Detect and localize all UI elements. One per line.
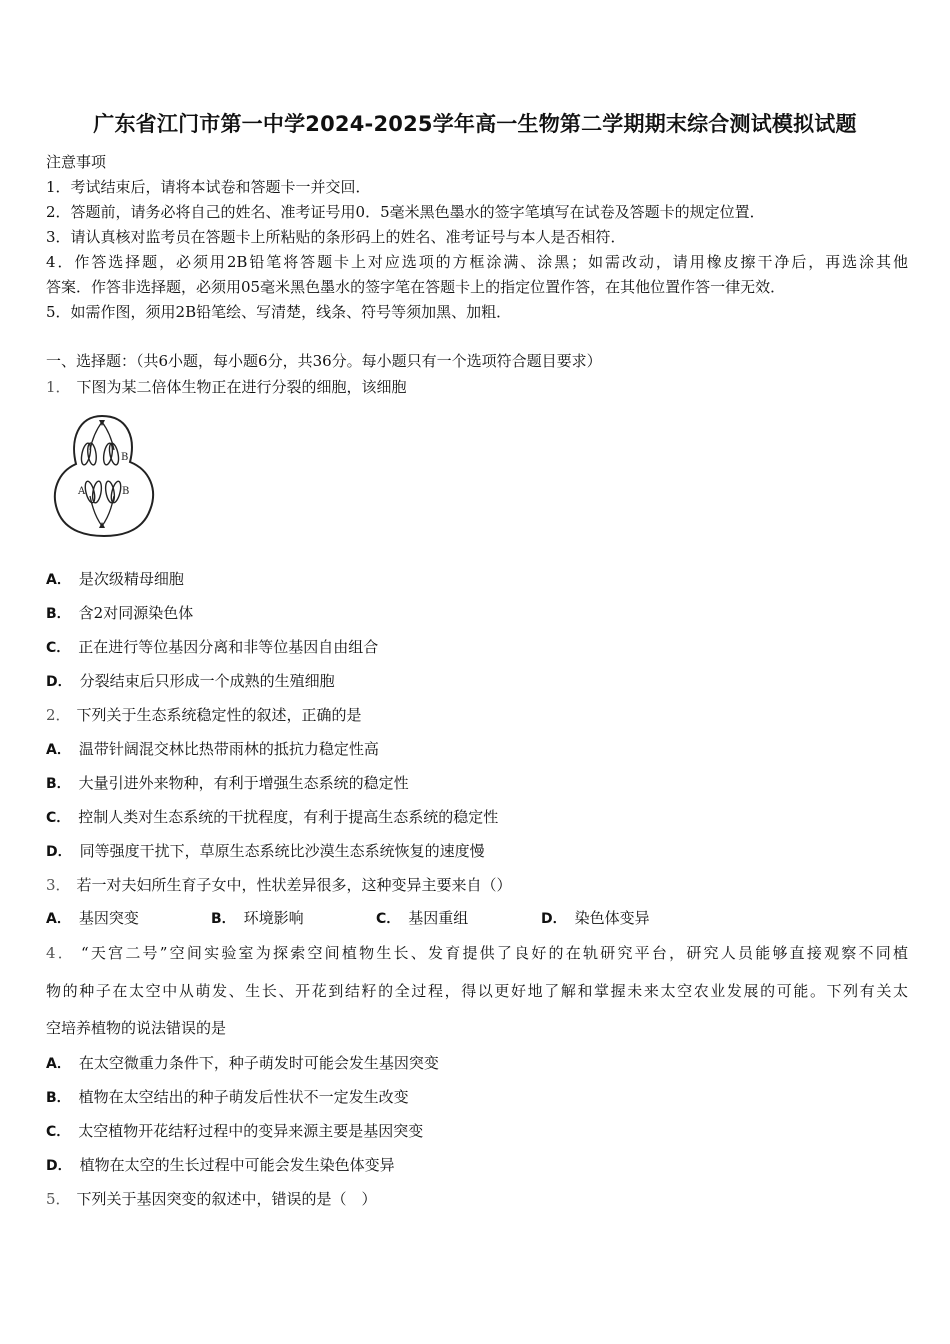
chromosome bbox=[83, 480, 96, 503]
gene-label-b: B bbox=[122, 486, 130, 497]
question-2-stem bbox=[46, 705, 362, 725]
option-b: B． 大量引进外来物种，有利于增强生态系统的稳定性 bbox=[46, 774, 409, 792]
cell-division-figure bbox=[50, 410, 160, 538]
question-1-stem bbox=[46, 377, 407, 397]
question-text: 下列关于生态系统稳定性的叙述，正确的是 bbox=[76, 706, 362, 724]
question-text: 下图为某二倍体生物正在进行分裂的细胞，该细胞 bbox=[76, 378, 407, 396]
question-3-options bbox=[46, 908, 706, 929]
cell-membrane bbox=[55, 416, 153, 536]
spindle-fiber bbox=[90, 496, 102, 526]
option-b: B． 含2对同源染色体 bbox=[46, 604, 194, 622]
option-c: C． 正在进行等位基因分离和非等位基因自由组合 bbox=[46, 638, 379, 656]
option-a: A． 在太空微重力条件下，种子萌发时可能会发生基因突变 bbox=[46, 1054, 439, 1072]
option-d: D． 分裂结束后只形成一个成熟的生殖细胞 bbox=[46, 672, 335, 690]
question-4-stem-continued: 物的种子在太空中从萌发、生长、开花到结籽的全过程，得以更好地了解和掌握未来太空农业发展的可能。下列有关太 bbox=[46, 982, 908, 1000]
notice-item: 1．考试结束后，请将本试卷和答题卡一并交回． bbox=[46, 178, 371, 196]
notice-item: 5．如需作图，须用2B铅笔绘、写清楚，线条、符号等须加黑、加粗． bbox=[46, 303, 512, 321]
notice-item: 2．答题前，请务必将自己的姓名、准考证号用0．5毫米黑色墨水的签字笔填写在试卷及答题卡的规定位置． bbox=[46, 203, 765, 221]
question-text: 下列关于基因突变的叙述中，错误的是（ ） bbox=[76, 1190, 377, 1208]
question-number: 5． bbox=[46, 1190, 71, 1208]
gene-label-a: A bbox=[78, 486, 86, 497]
notice-item: 4．作答选择题，必须用2B铅笔将答题卡上对应选项的方框涂满、涂黑；如需改动，请用橡皮擦干净后，再选涂其他 bbox=[46, 253, 908, 271]
option-a: A． 是次级精母细胞 bbox=[46, 570, 184, 588]
page-title: 广东省江门市第一中学2024-2025学年高一生物第二学期期末综合测试模拟试题 bbox=[93, 112, 857, 136]
chromosome bbox=[87, 443, 98, 466]
chromosome bbox=[91, 480, 103, 503]
question-number: 1． bbox=[46, 378, 71, 396]
question-5-stem bbox=[46, 1189, 377, 1209]
spindle-fiber bbox=[90, 422, 102, 450]
question-4-stem bbox=[46, 943, 908, 963]
question-number: 2． bbox=[46, 706, 71, 724]
notice-item: 3．请认真核对监考员在答题卡上所粘贴的条形码上的姓名、准考证号与本人是否相符． bbox=[46, 228, 626, 246]
option-c: C． 太空植物开花结籽过程中的变异来源主要是基因突变 bbox=[46, 1122, 424, 1140]
option-b: B． 植物在太空结出的种子萌发后性状不一定发生改变 bbox=[46, 1088, 409, 1106]
question-text: “天宫二号”空间实验室为探索空间植物生长、发育提供了良好的在轨研究平台，研究人员能够直接观察不同植 bbox=[81, 944, 909, 962]
notice-heading: 注意事项 bbox=[46, 153, 107, 171]
cell-diagram bbox=[50, 410, 160, 538]
question-text: 若一对夫妇所生育子女中，性状差异很多，这种变异主要来自（） bbox=[76, 876, 512, 894]
option-d: D． 同等强度干扰下，草原生态系统比沙漠生态系统恢复的速度慢 bbox=[46, 842, 485, 860]
question-3-stem bbox=[46, 875, 512, 895]
option-c: C． 基因重组 bbox=[376, 909, 469, 927]
option-c: C． 控制人类对生态系统的干扰程度，有利于提高生态系统的稳定性 bbox=[46, 808, 499, 826]
option-a: A． 温带针阔混交林比热带雨林的抵抗力稳定性高 bbox=[46, 740, 379, 758]
chromosome bbox=[104, 480, 116, 503]
question-number: 3． bbox=[46, 876, 71, 894]
section-heading: 一、选择题：（共6小题，每小题6分，共36分。每小题只有一个选项符合题目要求） bbox=[46, 352, 602, 370]
option-b: B． 环境影响 bbox=[211, 909, 304, 927]
option-d: D． 染色体变异 bbox=[541, 909, 650, 927]
notice-item: 答案．作答非选择题，必须用05毫米黑色墨水的签字笔在答题卡上的指定位置作答，在其他位置作答一律无效． bbox=[46, 278, 786, 296]
question-4-stem-continued: 空培养植物的说法错误的是 bbox=[46, 1019, 227, 1037]
option-d: D． 植物在太空的生长过程中可能会发生染色体变异 bbox=[46, 1156, 395, 1174]
question-number: 4． bbox=[46, 944, 75, 962]
option-a: A． 基因突变 bbox=[46, 909, 139, 927]
gene-label-b: B bbox=[121, 452, 129, 463]
